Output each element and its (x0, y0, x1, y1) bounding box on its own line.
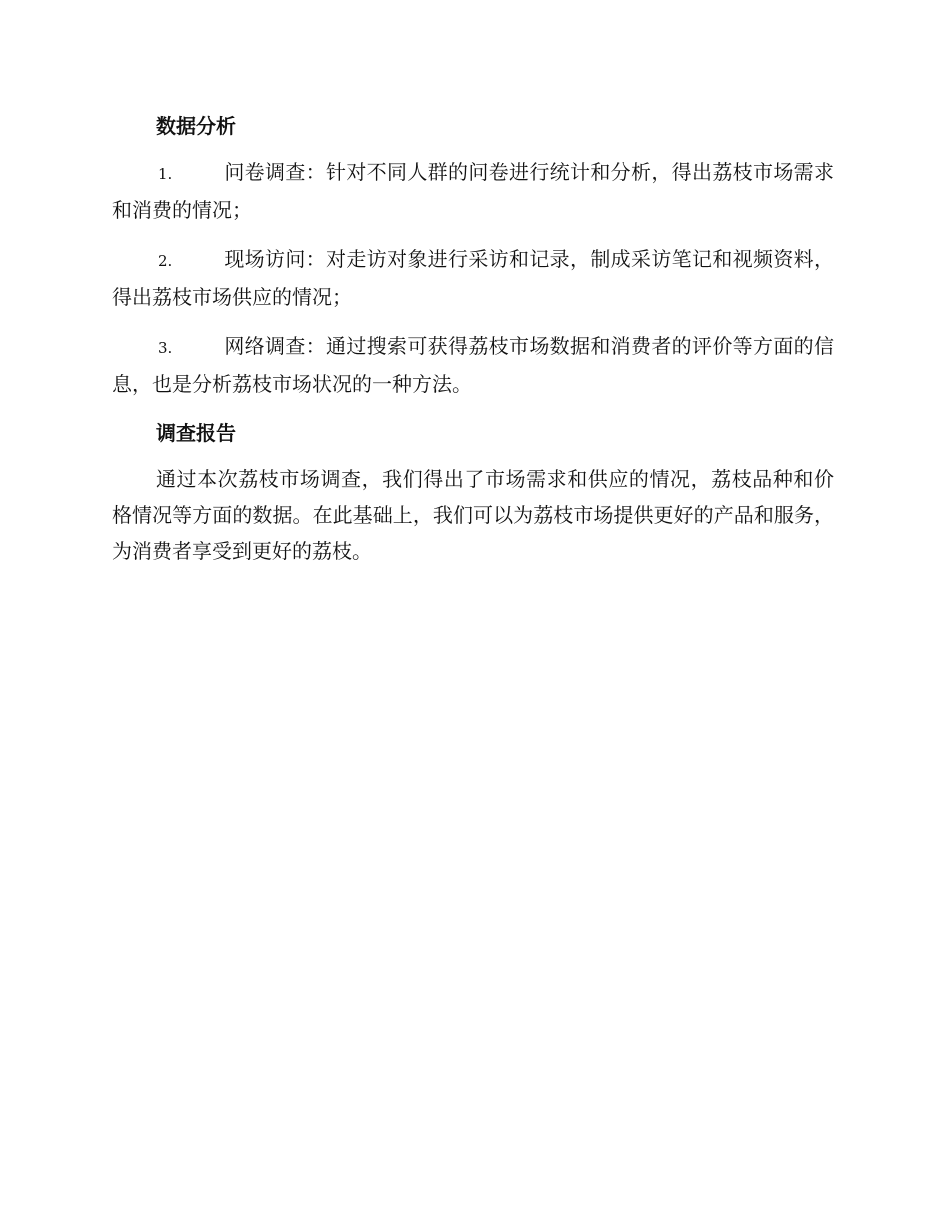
list-item-number: 3. (158, 339, 173, 357)
list-item (112, 154, 834, 228)
section-heading-data-analysis: 数据分析 (156, 114, 236, 138)
list-item (112, 328, 834, 402)
list-item-number: 2. (158, 252, 173, 270)
list-item-number: 1. (158, 165, 173, 183)
list-item-text: 网络调查：通过搜索可获得荔枝市场数据和消费者的评价等方面的信息，也是分析荔枝市场状况的一种方法。 (112, 334, 834, 396)
document-page (112, 108, 834, 569)
list-item-text: 问卷调查：针对不同人群的问卷进行统计和分析，得出荔枝市场需求和消费的情况； (112, 160, 834, 222)
report-paragraph: 通过本次荔枝市场调查，我们得出了市场需求和供应的情况，荔枝品种和价格情况等方面的数据。在此基础上，我们可以为荔枝市场提供更好的产品和服务，为消费者享受到更好的荔枝。 (112, 467, 834, 563)
list-item-text: 现场访问：对走访对象进行采访和记录，制成采访笔记和视频资料，得出荔枝市场供应的情况； (112, 247, 834, 309)
list-item (112, 241, 834, 315)
section-heading-survey-report: 调查报告 (156, 421, 236, 445)
